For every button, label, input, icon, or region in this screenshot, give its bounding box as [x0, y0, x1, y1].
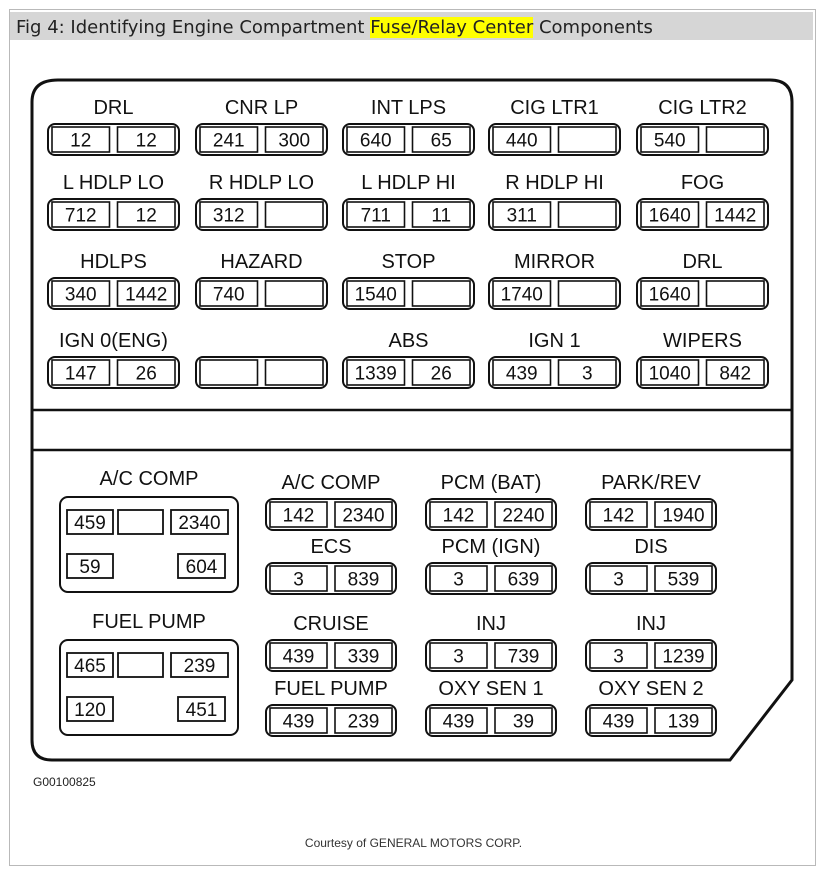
fuse-slot [586, 472, 716, 530]
fuse-label: HDLPS [80, 251, 147, 273]
relay-terminal [118, 510, 163, 534]
fuse-slot [637, 172, 768, 230]
fuse-slot [426, 678, 556, 736]
title-highlight: Fuse/Relay Center [370, 17, 534, 38]
fuse-terminal [266, 281, 324, 306]
fuse-circuit-number: 439 [602, 711, 635, 733]
fuse-label: INT LPS [370, 97, 447, 119]
fuse-circuit-number: 3 [453, 646, 464, 668]
fuse-circuit-number: 139 [667, 711, 700, 733]
fuse-terminal [559, 202, 617, 227]
fuse-circuit-number: 3 [613, 569, 624, 591]
fuse-slot [266, 472, 396, 530]
fuse-circuit-number: 12 [135, 130, 157, 152]
title-text-end: Components [533, 17, 653, 38]
fuse-slot [266, 678, 396, 736]
fuse-label: CRUISE [293, 613, 369, 635]
fuse-slot [196, 251, 327, 309]
fuse-circuit-number: 739 [507, 646, 540, 668]
fuse-label: R HDLP HI [505, 172, 604, 194]
fuse-circuit-number: 1040 [648, 363, 691, 385]
fuse-terminal [266, 360, 324, 385]
fuse-circuit-number: 147 [64, 363, 97, 385]
fuse-label: CIG LTR1 [510, 97, 599, 119]
fuse-circuit-number: 142 [442, 505, 475, 527]
fuse-circuit-number: 1740 [500, 284, 543, 306]
fuse-slot [196, 97, 327, 155]
relay-terminal [118, 653, 163, 677]
fuse-label: DRL [682, 251, 723, 273]
fuse-circuit-number: 440 [505, 130, 538, 152]
fuse-label: MIRROR [513, 251, 596, 273]
fuse-label: STOP [381, 251, 436, 273]
fuse-slot [637, 251, 768, 309]
fuse-slot [586, 536, 716, 594]
fuse-label: CNR LP [224, 97, 299, 119]
fuse-slot [48, 251, 179, 309]
fuse-circuit-number: 2240 [502, 505, 545, 527]
fuse-slot [489, 172, 620, 230]
fuse-circuit-number: 65 [430, 130, 452, 152]
fuse-circuit-number: 312 [212, 205, 245, 227]
fuse-slot [426, 536, 556, 594]
fuse-label: OXY SEN 2 [598, 678, 704, 700]
fuse-circuit-number: 439 [442, 711, 475, 733]
fuse-circuit-number: 740 [212, 284, 245, 306]
fuse-circuit-number: 311 [506, 205, 537, 227]
fuse-label: IGN 1 [528, 330, 581, 352]
fuse-circuit-number: 300 [278, 130, 311, 152]
fuse-circuit-number: 1442 [714, 205, 757, 227]
fuse-circuit-number: 842 [719, 363, 752, 385]
fuse-circuit-number: 26 [430, 363, 452, 385]
fuse-circuit-number: 26 [135, 363, 157, 385]
fuse-circuit-number: 3 [613, 646, 624, 668]
relay-circuit-number: 59 [79, 557, 101, 578]
fuse-circuit-number: 1239 [662, 646, 705, 668]
relay [60, 468, 238, 592]
fuse-label: DRL [93, 97, 134, 119]
relay-circuit-number: 465 [74, 656, 106, 677]
relay-section [60, 468, 238, 735]
fuse-terminal [559, 281, 617, 306]
fuse-circuit-number: 3 [581, 363, 593, 385]
relay-circuit-number: 239 [183, 656, 216, 677]
fuse-circuit-number: 539 [667, 569, 700, 591]
fuse-circuit-number: 439 [505, 363, 538, 385]
fuse-label: PCM (BAT) [440, 472, 542, 494]
fuse-slot [343, 172, 474, 230]
fuse-slot [48, 172, 179, 230]
fuse-circuit-number: 142 [282, 505, 315, 527]
relay-circuit-number: 120 [74, 700, 106, 721]
fuse-terminal [413, 281, 471, 306]
fuse-slot [586, 613, 716, 671]
fuse-label: INJ [636, 613, 666, 635]
fuse-circuit-number: 142 [602, 505, 635, 527]
fuse-slot [196, 357, 327, 388]
fuse-slot [426, 613, 556, 671]
fuse-terminal [266, 202, 324, 227]
fuse-circuit-number: 339 [347, 646, 380, 668]
fuse-label: CIG LTR2 [658, 97, 747, 119]
fuse-slot [48, 97, 179, 155]
fuse-label: FUEL PUMP [274, 678, 388, 700]
fuse-circuit-number: 1540 [354, 284, 397, 306]
fuse-slot [637, 330, 768, 388]
fuse-label: L HDLP LO [62, 172, 165, 194]
fuse-label: IGN 0(ENG) [59, 330, 168, 352]
fuse-circuit-number: 11 [431, 205, 452, 227]
relay [60, 611, 238, 735]
fuse-circuit-number: 12 [70, 130, 92, 152]
fuse-slot [343, 97, 474, 155]
figure-code: G00100825 [33, 775, 96, 789]
fuse-circuit-number: 3 [453, 569, 464, 591]
fuse-circuit-number: 439 [282, 646, 315, 668]
fuse-slot [343, 330, 474, 388]
fuse-circuit-number: 241 [212, 130, 245, 152]
fuse-label: ABS [388, 330, 429, 352]
relay-circuit-number: 451 [185, 700, 218, 721]
fuse-slot [48, 330, 179, 388]
fuse-label: PCM (IGN) [441, 536, 541, 558]
fuse-circuit-number: 12 [135, 205, 157, 227]
fuse-slot [266, 613, 396, 671]
fuse-circuit-number: 712 [64, 205, 97, 227]
fuse-circuit-number: 2340 [342, 505, 385, 527]
fuse-circuit-number: 839 [347, 569, 380, 591]
fuse-label: WIPERS [663, 330, 742, 352]
fuse-terminal [559, 127, 617, 152]
fuse-slot [343, 251, 474, 309]
fuse-circuit-number: 239 [347, 711, 380, 733]
fuse-circuit-number: 640 [359, 130, 392, 152]
fuse-label: FOG [680, 172, 725, 194]
fuse-circuit-number: 1339 [354, 363, 397, 385]
fuse-label: PARK/REV [601, 472, 701, 494]
fuse-slot [266, 536, 396, 594]
fuse-circuit-number: 540 [653, 130, 686, 152]
fuse-terminal [200, 360, 258, 385]
upper-fuse-section [48, 97, 768, 388]
fuse-slot [489, 251, 620, 309]
fuse-circuit-number: 1940 [662, 505, 705, 527]
fuse-slot [426, 472, 556, 530]
relay-label: A/C COMP [99, 468, 199, 490]
relay-circuit-number: 2340 [178, 513, 221, 534]
relay-label: FUEL PUMP [92, 611, 206, 633]
fuse-label: L HDLP HI [361, 172, 456, 194]
relay-circuit-number: 604 [185, 557, 218, 578]
fuse-label: ECS [310, 536, 352, 558]
fuse-slot [489, 330, 620, 388]
fuse-label: HAZARD [220, 251, 303, 273]
fuse-circuit-number: 711 [360, 205, 391, 227]
fuse-circuit-number: 3 [293, 569, 304, 591]
fuse-slot [196, 172, 327, 230]
fuse-slot [637, 97, 768, 155]
fuse-terminal [707, 281, 765, 306]
fuse-label: INJ [476, 613, 506, 635]
fuse-circuit-number: 1640 [648, 205, 691, 227]
fuse-circuit-number: 1640 [648, 284, 691, 306]
fuse-circuit-number: 1442 [125, 284, 168, 306]
fuse-label: DIS [634, 536, 668, 558]
lower-fuse-section [266, 472, 716, 736]
fuse-slot [586, 678, 716, 736]
fuse-label: OXY SEN 1 [438, 678, 544, 700]
fuse-circuit-number: 439 [282, 711, 315, 733]
fuse-label: R HDLP LO [208, 172, 315, 194]
title-text-start: Fig 4: Identifying Engine Compartment [16, 17, 371, 38]
fuse-slot [489, 97, 620, 155]
fuse-circuit-number: 340 [64, 284, 97, 306]
fuse-circuit-number: 639 [507, 569, 540, 591]
fuse-circuit-number: 39 [512, 711, 535, 733]
credit-line: Courtesy of GENERAL MOTORS CORP. [304, 836, 523, 850]
fuse-terminal [707, 127, 765, 152]
relay-circuit-number: 459 [74, 513, 106, 534]
fuse-label: A/C COMP [281, 472, 381, 494]
